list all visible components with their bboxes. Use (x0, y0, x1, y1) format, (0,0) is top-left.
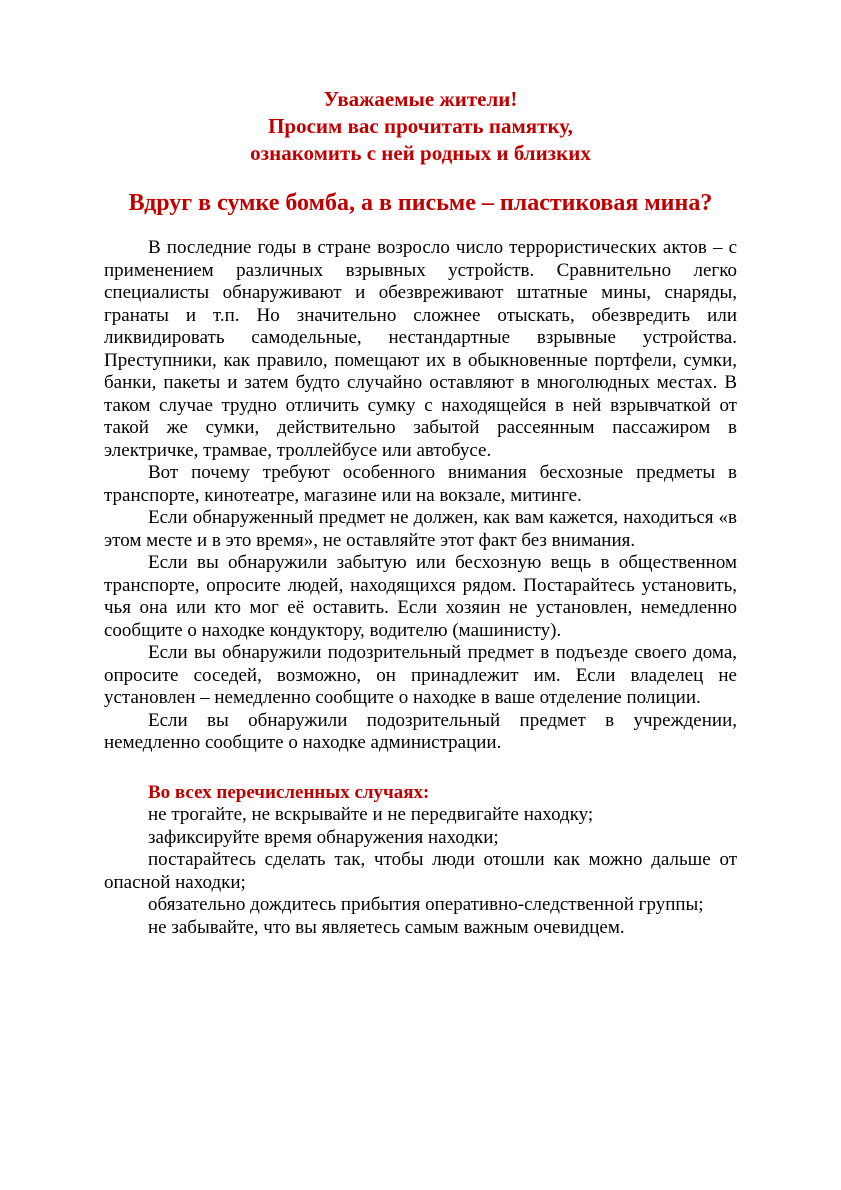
warning-item-important-witness: не забывайте, что вы являетесь самым важным очевидцем. (148, 916, 625, 938)
warning-item-record-time: зафиксируйте время обнаружения находки; (148, 826, 499, 848)
paragraph-unattended-items: Вот почему требуют особенного внимания бесхозные предметы в транспорте, кинотеатре, магазине или на вокзале, митинге. (104, 462, 737, 506)
paragraph-apartment-entrance: Если вы обнаружили подозрительный предмет в подъезде своего дома, опросите соседей, возможно, он принадлежит им. Если владелец не установлен – немедленно сообщите о находке в ваше отделение полиции. (104, 642, 737, 708)
memo-header-line-2: Просим вас прочитать памятку, (268, 114, 573, 138)
memo-header (104, 86, 737, 167)
paragraph-terror-acts: В последние годы в стране возросло число террористических актов – с применением различных взрывных устройств. Сравнительно легко специалисты обнаруживают и обезвреживают штатные мины, снаряды, гранаты и т.п. Но значительно сложнее отыскать, обезвредить или ликвидировать самодельные, нестандартные взрывные устройства. Преступники, как правило, помещают их в обыкновенные портфели, сумки, банки, пакеты и затем будто случайно оставляют в многолюдных местах. В таком случае трудно отличить сумку с находящейся в ней взрывчаткой от такой же сумки, действительно забытой рассеянным пассажиром в электричке, трамвае, троллейбусе или автобусе. (104, 237, 737, 461)
warning-item-move-people-away: постарайтесь сделать так, чтобы люди отошли как можно дальше от опасной находки; (104, 849, 737, 893)
paragraph-wrong-place: Если обнаруженный предмет не должен, как вам кажется, находиться «в этом месте и в это время», не оставляйте этот факт без внимания. (104, 507, 737, 551)
warning-section (104, 782, 737, 940)
warning-heading: Во всех перечисленных случаях: (148, 781, 430, 803)
warning-item-do-not-touch: не трогайте, не вскрывайте и не передвигайте находку; (148, 804, 594, 825)
memo-title: Вдруг в сумке бомба, а в письме – пластиковая мина? (128, 190, 713, 216)
warning-item-wait-for-team: обязательно дождитесь прибытия оперативно-следственной группы; (148, 894, 704, 915)
memo-header-line-1: Уважаемые жители! (323, 87, 518, 111)
memo-header-line-3: ознакомить с ней родных и близких (250, 141, 591, 165)
paragraph-public-transport: Если вы обнаружили забытую или бесхозную вещь в общественном транспорте, опросите людей, находящихся рядом. Постарайтесь установить, чья она или кто мог её оставить. Если хозяин не установлен, немедленно сообщите о находке кондуктору, водителю (машинисту). (104, 552, 737, 641)
paragraph-institution: Если вы обнаружили подозрительный предмет в учреждении, немедленно сообщите о находке администрации. (104, 709, 737, 753)
memo-body (104, 237, 737, 755)
